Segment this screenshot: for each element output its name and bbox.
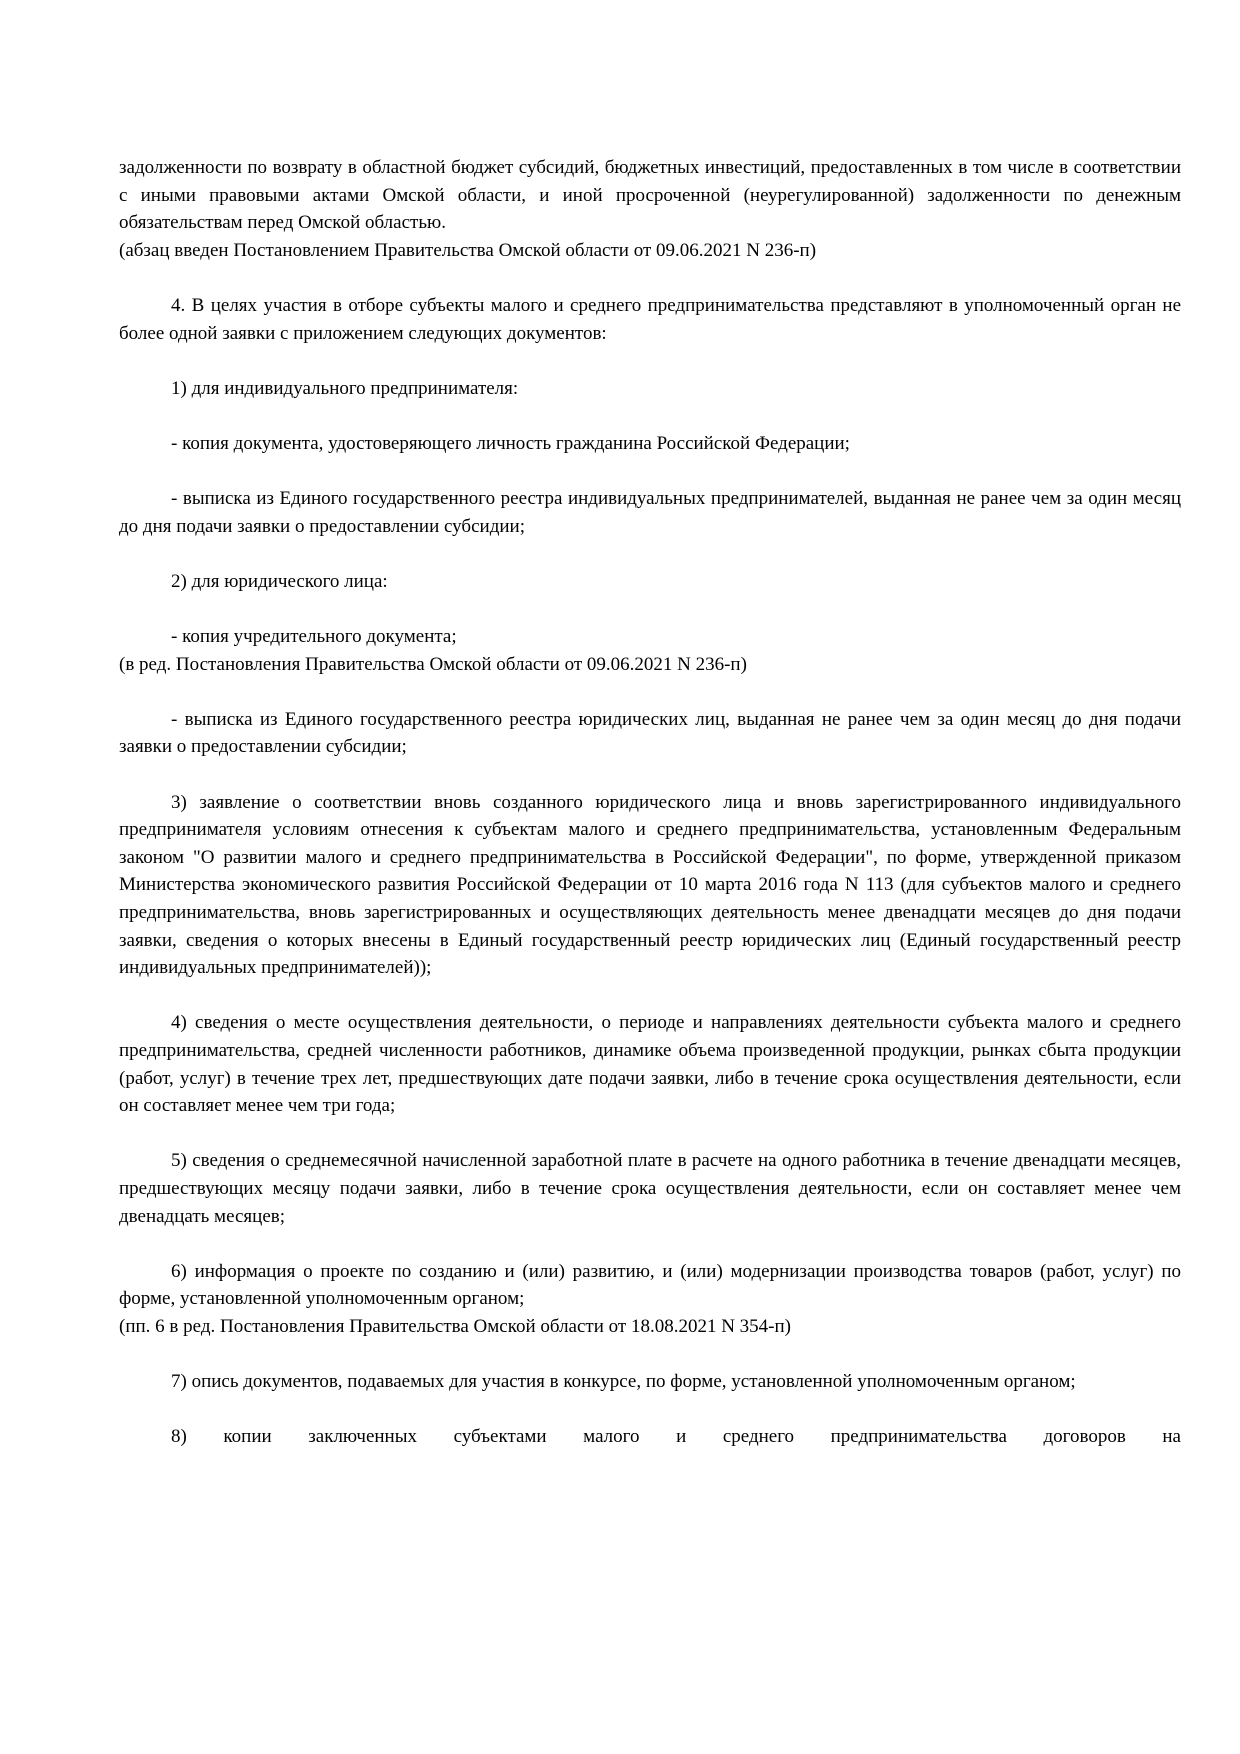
amendment-note: (в ред. Постановления Правительства Омской области от 09.06.2021 N 236-п): [119, 653, 747, 675]
document-paragraph: - копия документа, удостоверяющего личность гражданина Российской Федерации;: [171, 432, 850, 454]
document-paragraph: 3) заявление о соответствии вновь созданного юридического лица и вновь зарегистрированного индивидуального предпринимателя условиям отнесения к субъектам малого и среднего предпринимательства, установленным Федеральным законом "О развитии малого и среднего предпринимательства в Российской Федерации", по форме, утвержденной приказом Министерства экономического развития Российской Федерации от 10 марта 2016 года N 113 (для субъектов малого и среднего предпринимательства, вновь зарегистрированных и осуществляющих деятельность менее двенадцати месяцев до дня подачи заявки, сведения о которых внесены в Единый государственный реестр юридических лиц (Единый государственный реестр индивидуальных предпринимателей));: [119, 791, 1181, 979]
amendment-note: (пп. 6 в ред. Постановления Правительства Омской области от 18.08.2021 N 354-п): [119, 1315, 791, 1337]
document-paragraph: 1) для индивидуального предпринимателя:: [171, 377, 519, 399]
document-paragraph: 7) опись документов, подаваемых для участия в конкурсе, по форме, установленной уполномоченным органом;: [171, 1371, 1076, 1393]
amendment-note: (абзац введен Постановлением Правительства Омской области от 09.06.2021 N 236-п): [119, 239, 817, 261]
document-paragraph: 2) для юридического лица:: [171, 570, 388, 592]
document-paragraph: - копия учредительного документа;: [171, 626, 457, 648]
document-paragraph: 5) сведения о среднемесячной начисленной заработной плате в расчете на одного работника в течение двенадцати месяцев, предшествующих месяцу подачи заявки, либо в течение срока осуществления деятельности, если он составляет менее чем двенадцать месяцев;: [119, 1150, 1181, 1227]
document-paragraph: 6) информация о проекте по созданию и (или) развитию, и (или) модернизации производства товаров (работ, услуг) по форме, установленной уполномоченным органом;: [119, 1260, 1181, 1310]
document-paragraph: 8) копии заключенных субъектами малого и среднего предпринимательства договоров на: [171, 1426, 1181, 1448]
document-page: [119, 154, 1181, 1479]
document-paragraph: - выписка из Единого государственного реестра индивидуальных предпринимателей, выданная не ранее чем за один месяц до дня подачи заявки о предоставлении субсидии;: [119, 488, 1181, 537]
document-paragraph: 4. В целях участия в отборе субъекты малого и среднего предпринимательства представляют в уполномоченный орган не более одной заявки с приложением следующих документов:: [119, 294, 1181, 344]
document-paragraph: - выписка из Единого государственного реестра юридических лиц, выданная не ранее чем за один месяц до дня подачи заявки о предоставлении субсидии;: [119, 708, 1181, 758]
document-paragraph: 4) сведения о месте осуществления деятельности, о периоде и направлениях деятельности субъекта малого и среднего предпринимательства, средней численности работников, динамике объема произведенной продукции, рынках сбыта продукции (работ, услуг) в течение трех лет, предшествующих дате подачи заявки, либо в течение срока осуществления деятельности, если он составляет менее чем три года;: [119, 1012, 1181, 1117]
amendment-note: задолженности по возврату в областной бюджет субсидий, бюджетных инвестиций, предоставленных в том числе в соответствии с иными правовыми актами Омской области, и иной просроченной (неурегулированной) задолженности по денежным обязательствам перед Омской областью.: [119, 157, 1181, 234]
